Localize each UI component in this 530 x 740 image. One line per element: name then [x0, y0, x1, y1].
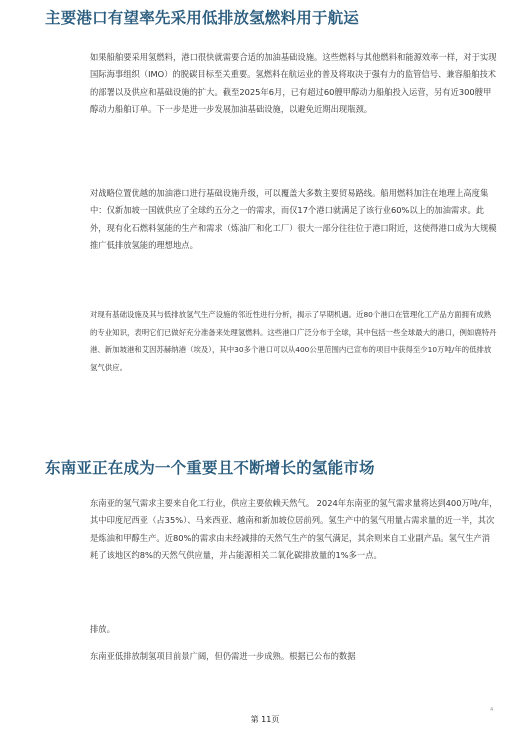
paragraph: 对战略位置优越的加油港口进行基础设施升级，可以覆盖大多数主要贸易路线。船用燃料加注在地理上高度集中：仅新加坡一国就供应了全球约五分之一的需求，而仅17个港口就满足了该行业60%以上的加油需求。此外，现有化石燃料氢能的生产和需求（炼油厂和化工厂）很大一部分往往位于港口附近，这使得港口成为大规模推广低排放氢能的理想地点。 [90, 188, 497, 251]
corner-mark: 4 [490, 707, 494, 713]
section-heading: 东南亚正在成为一个重要且不断增长的氢能市场 [45, 459, 375, 477]
paragraph: 排放。 [90, 624, 115, 634]
paragraph: 东南亚低排放制氢项目前景广阔，但仍需进一步成熟。根据已公布的数据 [90, 651, 356, 661]
paragraph: 对现有基础设施及其与低排放氢气生产设施的邻近性进行分析，揭示了早期机遇。近80个港口在管理化工产品方面拥有成熟的专业知识，表明它们已做好充分准备来处理氢燃料。这些港口广泛分布于全球，其中包括一些全球最大的港口，例如鹿特丹港、新加坡港和艾因苏赫纳港（埃及），其中30多个港口可以从400公里范围内已宣布的项目中获得至少10万吨/年的低排放氢气供应。 [90, 310, 497, 372]
paragraph: 东南亚的氢气需求主要来自化工行业，供应主要依赖天然气。 2024年东南亚的氢气需求量将达到400万吨/年，其中印度尼西亚（占35%）、马来西亚、越南和新加坡位居前列。氢生产中的氢气用量占需求量的近一半，其次是炼油和甲醇生产。近80%的需求由未经减排的天然气生产的氢气满足，其余则来自工业副产品。氢气生产消耗了该地区约8%的天然气供应量，并占能源相关二氧化碳排放量的1%多一点。 [90, 498, 498, 561]
paragraph: 如果船舶要采用氢燃料，港口很快就需要合适的加油基础设施。这些燃料与其他燃料和能源效率一样，对于实现国际海事组织（IMO）的脱碳目标至关重要。氢燃料在航运业的普及将取决于强有力的监管信号、兼容船舶技术的部署以及供应和基础设施的扩大。截至2025年6月，已有超过60艘甲醇动力船舶投入运营，另有近300艘甲醇动力船舶订单。下一步是进一步发展加油基础设施，以避免近期出现瓶颈。 [90, 52, 497, 115]
section-heading: 主要港口有望率先采用低排放氢燃料用于航运 [45, 9, 360, 27]
page-number: 第 11页 [250, 715, 280, 724]
